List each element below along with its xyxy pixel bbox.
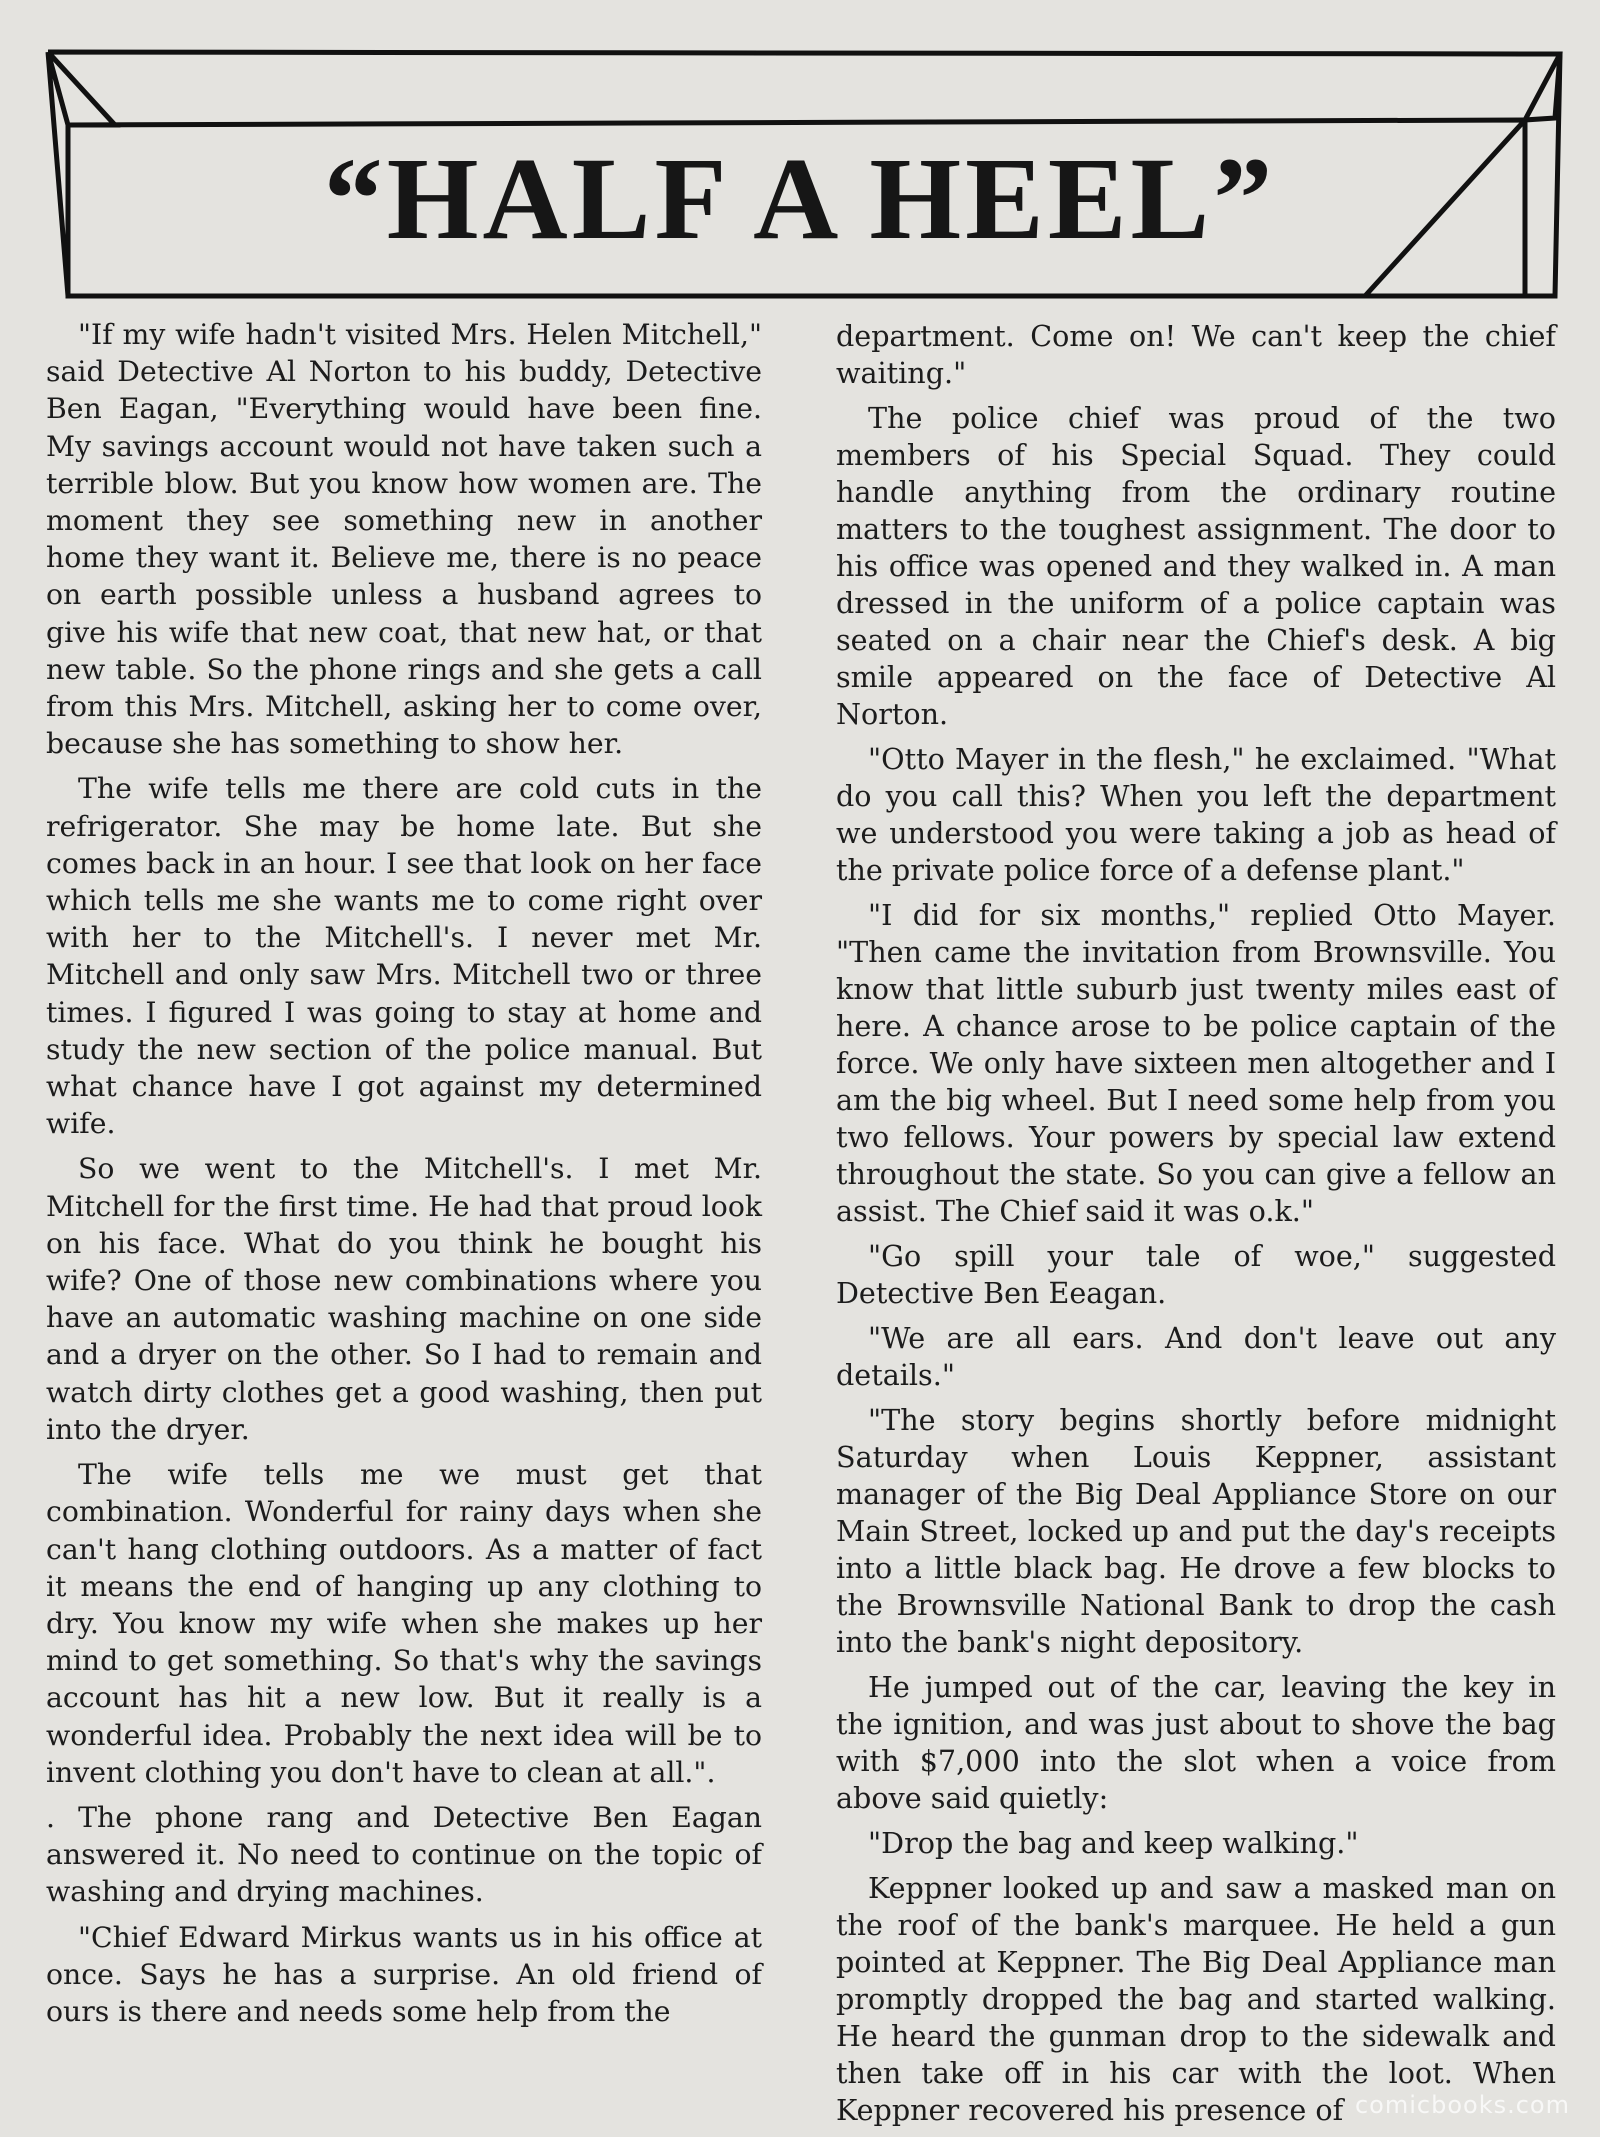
paragraph: "The story begins shortly before midnight Saturday when Louis Keppner, assistant manager of the Big Deal Appliance Store on our Main Street, locked up and put the day's receipts into a little black bag. He drove a few blocks to the Brownsville National Bank to drop the cash into the bank's night depository. <box>836 1403 1556 1659</box>
paragraph: "I did for six months," replied Otto Mayer. "Then came the invitation from Brownsville. You know that little suburb just twenty miles east of here. A chance arose to be police captain of the force. We only have sixteen men altogether and I am the big wheel. But I need some help from you two fellows. Your powers by special law extend throughout the state. So you can give a fellow an assist. The Chief said it was o.k." <box>836 898 1556 1228</box>
paragraph: "We are all ears. And don't leave out any details." <box>836 1321 1556 1392</box>
article-title: “HALF A HEEL” <box>323 133 1277 264</box>
paragraph: department. Come on! We can't keep the chief waiting." <box>836 319 1556 390</box>
paragraph: "Go spill your tale of woe," suggested Detective Ben Eeagan. <box>836 1239 1556 1310</box>
paragraph: "If my wife hadn't visited Mrs. Helen Mitchell," said Detective Al Norton to his buddy, Detective Ben Eagan, "Everything would have been fine. My savings account would not have taken such a terrible blow. But you know how women are. The moment they see something new in another home they want it. Believe me, there is no peace on earth possible unless a husband agrees to give his wife that new coat, that new hat, or that new table. So the phone rings and she gets a call from this Mrs. Mitchell, asking her to come over, because she has something to show her. <box>46 318 762 761</box>
paragraph: . The phone rang and Detective Ben Eagan answered it. No need to continue on the topic of washing and drying machines. <box>46 1800 762 1909</box>
paragraph: "Otto Mayer in the flesh," he exclaimed. "What do you call this? When you left the department we understood you were taking a job as head of the private police force of a defense plant." <box>836 742 1556 887</box>
paragraph: He jumped out of the car, leaving the key in the ignition, and was just about to shove the bag with $7,000 into the slot when a voice from above said quietly: <box>836 1670 1556 1815</box>
paragraph: "Drop the bag and keep walking." <box>868 1826 1359 1860</box>
right-column <box>836 318 1556 2137</box>
paragraph: So we went to the Mitchell's. I met Mr. Mitchell for the first time. He had that proud look on his face. What do you think he bought his wife? One of those new combinations where you have an automatic washing machine on one side and a dryer on the other. So I had to remain and watch dirty clothes get a good washing, then put into the dryer. <box>46 1152 762 1446</box>
site-watermark: comicbooks.com <box>1354 2091 1570 2119</box>
paragraph: The wife tells me there are cold cuts in the refrigerator. She may be home late. But she comes back in an hour. I see that look on her face which tells me she wants me to come right over with her to the Mitchell's. I never met Mr. Mitchell and only saw Mrs. Mitchell two or three times. I figured I was going to stay at home and study the new section of the police manual. But what chance have I got against my determined wife. <box>46 772 762 1141</box>
paragraph: "Chief Edward Mirkus wants us in his office at once. Says he has a surprise. An old friend of ours is there and needs some help from the <box>46 1920 762 2028</box>
paragraph: The wife tells me we must get that combination. Wonderful for rainy days when she can't hang clothing outdoors. As a matter of fact it means the end of hanging up any clothing to dry. You know my wife when she makes up her mind to get something. So that's why the savings account has hit a new low. But it really is a wonderful idea. Probably the next idea will be to invent clothing you don't have to clean at all.". <box>46 1458 762 1789</box>
paragraph: Keppner looked up and saw a masked man on the roof of the bank's marquee. He held a gun pointed at Keppner. The Big Deal Appliance man promptly dropped the bag and started walking. He heard the gunman drop to the sidewalk and then take off in his car with the loot. When Keppner recovered his presence of <box>836 1871 1556 2127</box>
paragraph: The police chief was proud of the two members of his Special Squad. They could handle anything from the ordinary routine matters to the toughest assignment. The door to his office was opened and they walked in. A man dressed in the uniform of a police captain was seated on a chair near the Chief's desk. A big smile appeared on the face of Detective Al Norton. <box>836 401 1556 731</box>
left-column <box>46 316 762 2038</box>
